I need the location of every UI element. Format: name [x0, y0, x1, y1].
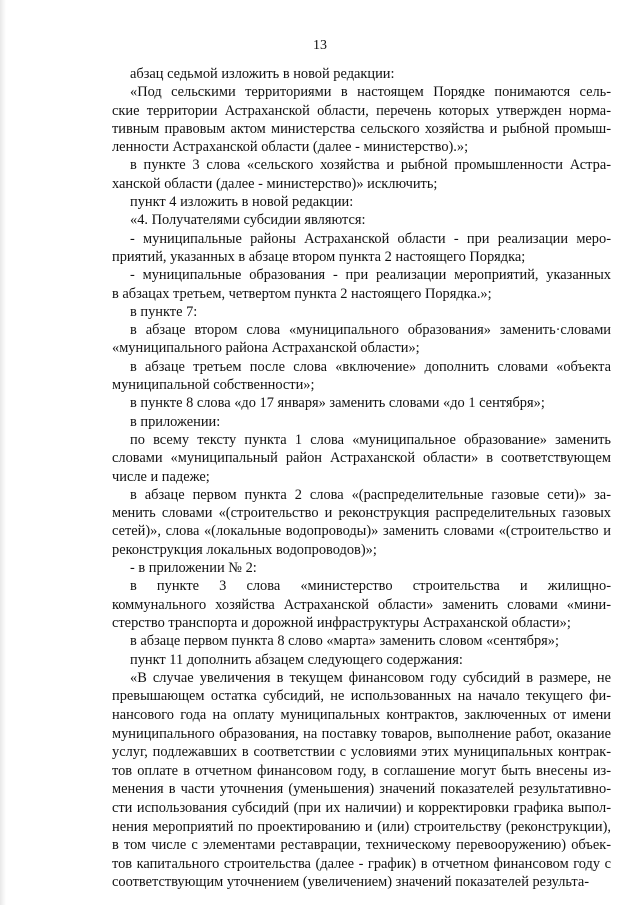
paragraph: [112, 83, 611, 156]
text-line: превышающем остатка субсидий, не использованных на начало текущего фи-: [112, 688, 611, 705]
text-line: в пункте 7:: [130, 303, 198, 320]
text-line: пункт 4 изложить в новой редакции:: [130, 194, 354, 211]
text-line: коммунального хозяйства Астраханской области» заменить словами «мини-: [112, 596, 611, 613]
text-line: «4. Получателями субсидии являются:: [130, 212, 366, 229]
text-line: соответствующим уточнением (увеличением) значений показателей результа-: [112, 874, 590, 891]
text-line: - муниципальные районы Астраханской области - при реализации меро-: [130, 230, 611, 247]
text-line: ленности Астраханской области (далее - министерство).»;: [112, 139, 469, 156]
text-line: по всему тексту пункта 1 слова «муниципальное образование» заменить: [130, 431, 611, 448]
text-line: тов оплате в отчетном финансовом году, в соглашение могут быть внесены из-: [112, 762, 611, 779]
paragraph: [112, 266, 611, 303]
text-line: менения в части уточнения (уменьшения) значений показателей результативно-: [112, 781, 611, 798]
text-line: муниципального образования, на поставку товаров, выполнение работ, оказание: [112, 725, 611, 742]
text-line: сти использования субсидий (при их наличии) и корректировки графика выпол-: [112, 799, 611, 816]
text-line: нансового года на оплату муниципальных контрактов, заключенных от имени: [112, 706, 611, 723]
text-line: абзац седьмой изложить в новой редакции:: [130, 66, 395, 82]
text-line: ханской области (далее - министерство)» исключить;: [112, 175, 438, 192]
paragraph: [112, 358, 611, 395]
text-line: менить словами «(строительство и реконструкция распределительных газовых: [112, 505, 611, 522]
text-line: - в приложении № 2:: [130, 560, 257, 577]
paragraph: [112, 486, 611, 559]
text-line: сетей)», слова «(локальные водопроводы)» заменить словами «(строительство и: [112, 523, 611, 540]
text-line: числе и падеже;: [112, 468, 210, 485]
paragraph: [112, 65, 611, 83]
text-line: «Под сельскими территориями в настоящем Порядке понимаются сель-: [130, 84, 611, 101]
text-line: пункт 11 дополнить абзацем следующего содержания:: [130, 651, 463, 668]
paragraph: [112, 431, 611, 486]
text-line: в абзаце втором слова «муниципального образования» заменить·словами: [130, 322, 611, 339]
text-line: стерство транспорта и дорожной инфраструктуры Астраханской области»;: [112, 614, 571, 631]
text-line: нения мероприятий по проектированию и (или) строительству (реконструкции),: [112, 818, 611, 835]
text-line: - муниципальные образования - при реализации мероприятий, указанных: [130, 267, 611, 284]
paragraph: [112, 632, 611, 650]
paragraph: [112, 230, 611, 267]
text-line: реконструкция локальных водопроводов)»;: [112, 541, 377, 558]
text-line: ские территории Астраханской области, перечень которых утвержден норма-: [112, 102, 611, 119]
text-line: муниципальной собственности»;: [112, 377, 315, 394]
text-line: в том числе с элементами реставрации, техническому перевооружению) объек-: [112, 837, 611, 854]
text-line: в абзаце третьем после слова «включение» дополнить словами «объекта: [130, 358, 611, 375]
text-line: в пункте 3 слова «министерство строительства и жилищно-: [130, 578, 611, 595]
paragraph: [112, 559, 611, 577]
text-line: в абзаце первом пункта 8 слово «марта» заменить словом «сентября»;: [130, 633, 559, 650]
text-line: «В случае увеличения в текущем финансовом году субсидий в размере, не: [130, 669, 611, 686]
text-line: приятий, указанных в абзаце втором пункта 2 настоящего Порядка;: [112, 248, 526, 265]
paragraph: [112, 669, 611, 892]
paragraph: [112, 577, 611, 632]
paragraph: [112, 394, 611, 412]
paragraph: [112, 156, 611, 193]
paragraph: [112, 413, 611, 431]
text-line: «муниципального района Астраханской области»;: [112, 340, 420, 357]
text-line: словами «муниципальный район Астраханской области» в соответствующем: [112, 450, 611, 467]
paragraph: [112, 193, 611, 211]
text-line: тов капитального строительства (далее - график) в отчетном финансовом году с: [112, 855, 611, 872]
paragraph: [112, 303, 611, 321]
paragraph: [112, 211, 611, 229]
text-line: в абзацах третьем, четвертом пункта 2 настоящего Порядка.»;: [112, 285, 492, 302]
text-line: в пункте 3 слова «сельского хозяйства и рыбной промышленности Астра-: [130, 157, 611, 174]
text-line: тивным правовым актом министерства сельского хозяйства и рыбной промыш-: [112, 120, 611, 137]
text-line: в приложении:: [130, 413, 221, 430]
page-number: 13: [313, 38, 327, 53]
scan-edge: [0, 0, 6, 905]
document-body: [112, 65, 611, 892]
paragraph: [112, 321, 611, 358]
text-line: в пункте 8 слова «до 17 января» заменить словами «до 1 сентября»;: [130, 395, 545, 412]
text-line: услуг, подлежавших в соответствии с условиями этих муниципальных контрак-: [112, 744, 611, 761]
text-line: в абзаце первом пункта 2 слова «(распределительные газовые сети)» за-: [130, 486, 611, 503]
paragraph: [112, 651, 611, 669]
